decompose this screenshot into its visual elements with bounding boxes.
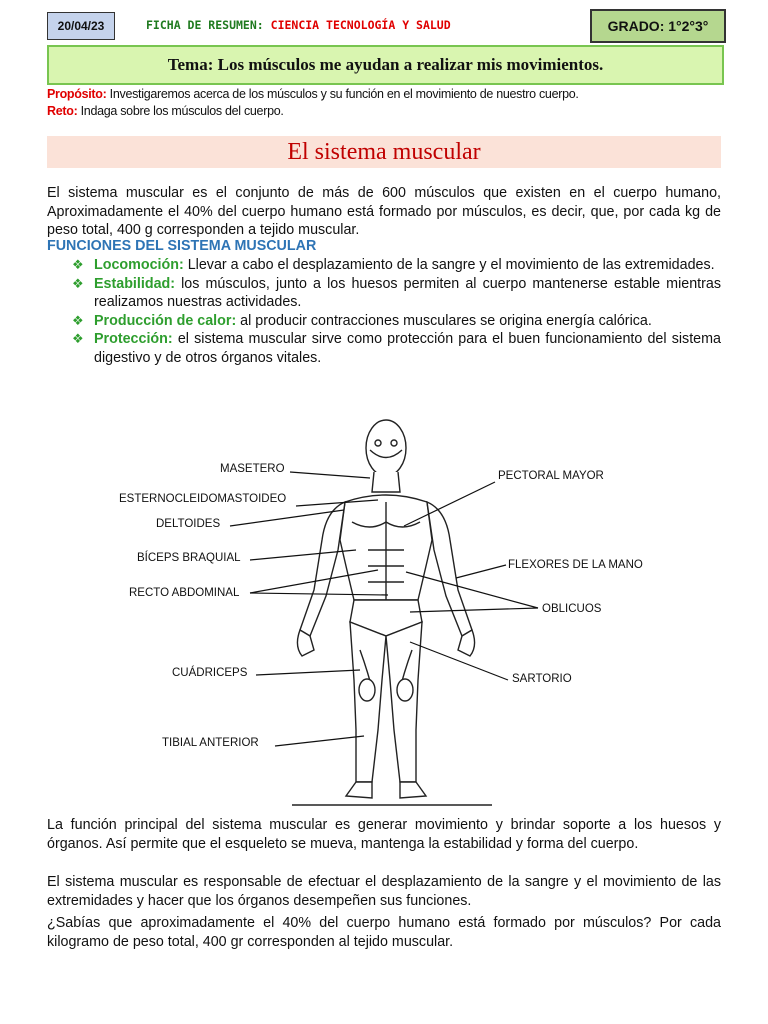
label-masetero: MASETERO xyxy=(220,463,285,475)
function-term: Producción de calor: xyxy=(94,312,237,329)
function-text: Llevar a cabo el desplazamiento de la sangre y el movimiento de las extremidades. xyxy=(183,257,715,273)
leader-oblicuos-a xyxy=(406,572,538,608)
diamond-bullet-icon: ❖ xyxy=(72,312,84,328)
leader-biceps xyxy=(250,550,356,560)
function-item-estabilidad xyxy=(72,275,721,312)
function-text: los músculos, junto a los huesos permiten al cuerpo mantenerse estable mientras realizamos nuestras actividades. xyxy=(94,275,721,310)
function-term: Protección: xyxy=(94,331,173,347)
label-esternocleidomastoideo: ESTERNOCLEIDOMASTOIDEO xyxy=(119,493,287,505)
muscle-diagram xyxy=(0,410,768,810)
closing-paragraph-2: El sistema muscular es responsable de efectuar el desplazamiento de la sangre y el movimiento de las extremidades y hacer que los órganos desempeñen sus funciones. xyxy=(47,874,721,909)
label-biceps: BÍCEPS BRAQUIAL xyxy=(137,552,241,564)
label-oblicuos: OBLICUOS xyxy=(542,603,602,615)
diamond-bullet-icon: ❖ xyxy=(72,275,84,291)
reto-line xyxy=(47,104,284,118)
label-cuadriceps: CUÁDRICEPS xyxy=(172,667,248,679)
tema-banner: Tema: Los músculos me ayudan a realizar mis movimientos. xyxy=(47,45,724,85)
function-item-locomocion xyxy=(72,256,721,275)
reto-text: Indaga sobre los músculos del cuerpo. xyxy=(77,104,284,118)
body-figure xyxy=(297,420,474,798)
date-badge: 20/04/23 xyxy=(47,12,115,40)
label-tibial-anterior: TIBIAL ANTERIOR xyxy=(162,737,259,749)
label-deltoides: DELTOIDES xyxy=(156,518,221,530)
function-term: Estabilidad: xyxy=(94,275,176,292)
label-recto-abdominal: RECTO ABDOMINAL xyxy=(129,587,240,599)
diamond-bullet-icon: ❖ xyxy=(72,257,84,272)
function-text: al producir contracciones musculares se origina energía calórica. xyxy=(236,312,652,329)
ficha-heading xyxy=(146,18,451,32)
proposito-label: Propósito: xyxy=(47,87,107,101)
intro-paragraph: El sistema muscular es el conjunto de más de 600 músculos que existen en el cuerpo humano, Aproximadamente el 40% del cuerpo humano está formado por músculos, es decir, que, por cada kg de peso total, 400 g corresponden a tejido muscular. xyxy=(47,185,721,238)
diamond-bullet-icon: ❖ xyxy=(72,331,84,346)
label-pectoral-mayor: PECTORAL MAYOR xyxy=(498,470,604,482)
proposito-line xyxy=(47,87,579,101)
reto-label: Reto: xyxy=(47,104,78,118)
leader-tibial xyxy=(275,736,364,746)
label-flexores-mano: FLEXORES DE LA MANO xyxy=(508,559,643,571)
closing-paragraph-3: ¿Sabías que aproximadamente el 40% del cuerpo humano está formado por músculos? Por cada kilogramo de peso total, 400 gr corresponden al tejido muscular. xyxy=(47,915,721,950)
functions-heading: FUNCIONES DEL SISTEMA MUSCULAR xyxy=(47,238,317,254)
leader-flexores xyxy=(456,565,506,578)
closing-paragraph-1: La función principal del sistema muscular es generar movimiento y brindar soporte a los huesos y órganos. Así permite que el esqueleto se mueva, mantenga la estabilidad y forma del cuerpo. xyxy=(47,817,721,852)
function-item-calor xyxy=(72,312,721,331)
subject-name: CIENCIA TECNOLOGÍA Y SALUD xyxy=(270,18,451,32)
leader-masetero xyxy=(290,472,370,478)
section-title: El sistema muscular xyxy=(47,136,721,168)
function-text: el sistema muscular sirve como protección para el buen funcionamiento del sistema digestivo y de otros órganos vitales. xyxy=(94,331,721,366)
function-term: Locomoción: xyxy=(94,257,184,273)
label-sartorio: SARTORIO xyxy=(512,673,572,685)
leader-cuadriceps xyxy=(256,670,360,675)
proposito-text: Investigaremos acerca de los músculos y su función en el movimiento de nuestro cuerpo. xyxy=(106,87,579,101)
ficha-prefix: FICHA DE RESUMEN: xyxy=(146,18,264,32)
function-item-proteccion xyxy=(72,330,721,367)
functions-list xyxy=(72,256,721,367)
grade-badge: GRADO: 1°2°3° xyxy=(590,9,726,43)
leader-oblicuos-b xyxy=(410,608,538,612)
